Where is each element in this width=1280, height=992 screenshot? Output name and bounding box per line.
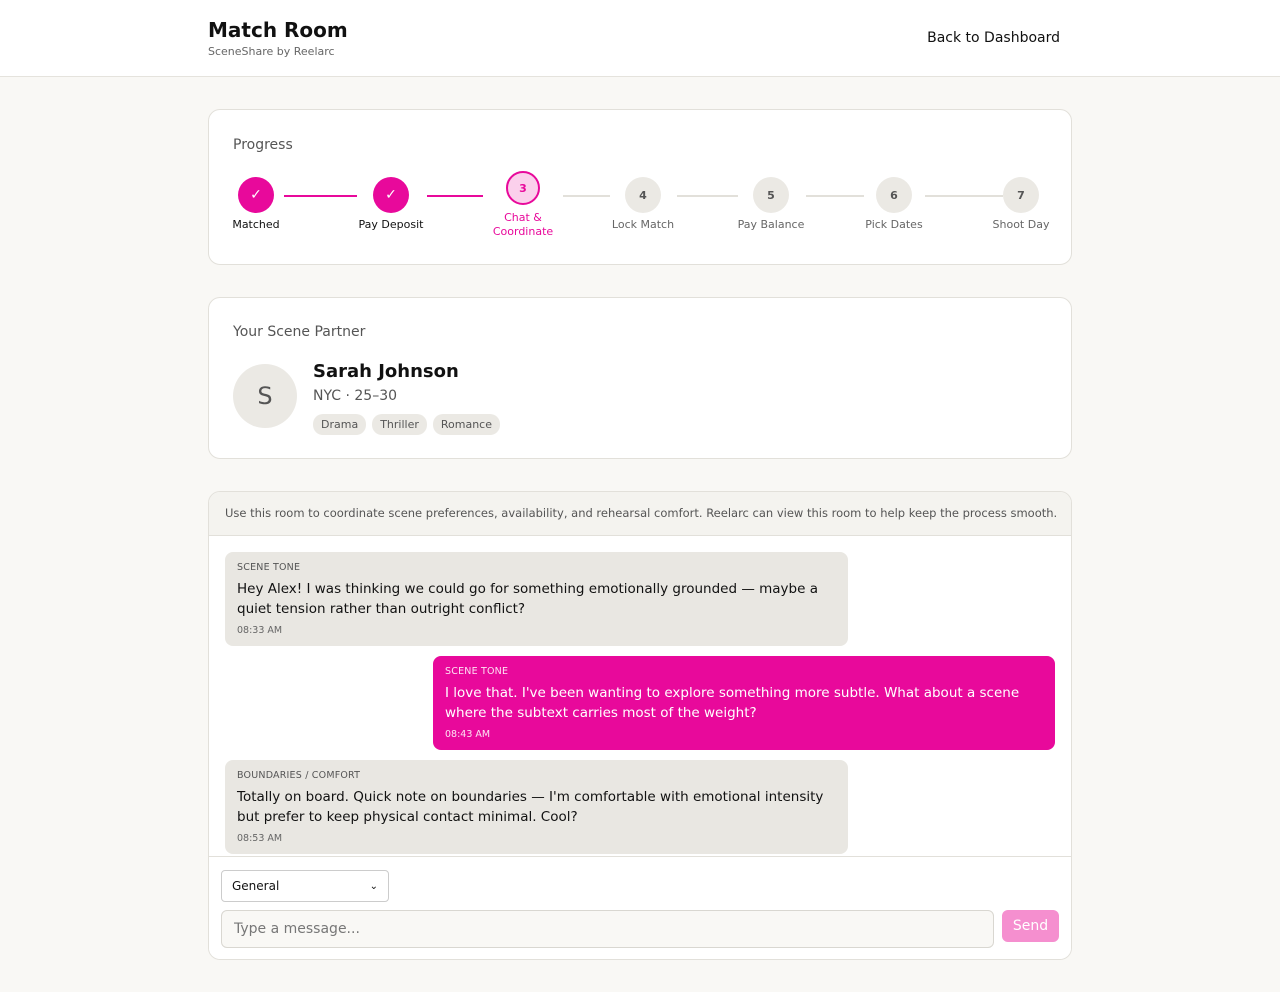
step-connector (563, 195, 610, 197)
step-1-label: Matched (232, 218, 280, 231)
step-7-label: Shoot Day (992, 218, 1050, 231)
step-5-number: 5 (753, 177, 789, 213)
avatar: S (233, 364, 297, 428)
step-4-number: 4 (625, 177, 661, 213)
message-time: 08:53 AM (237, 833, 283, 844)
step-3-label: Chat & Coordinate (492, 211, 554, 238)
message-input[interactable] (221, 910, 994, 948)
step-2-check-icon: ✓ (373, 177, 409, 213)
top-header (0, 0, 1280, 77)
partner-meta: NYC · 25–30 (313, 388, 398, 404)
message-text: Hey Alex! I was thinking we could go for something emotionally grounded — maybe a quiet tension rather than outright conflict? (237, 581, 818, 617)
genre-tag: Drama (313, 414, 366, 435)
step-connector (677, 195, 738, 197)
message-category: SCENE TONE (237, 562, 301, 573)
step-connector (284, 195, 357, 197)
chat-card (208, 491, 1072, 960)
chevron-down-icon: ⌄ (369, 880, 378, 892)
step-3-number: 3 (506, 171, 540, 205)
chat-message (433, 656, 1055, 750)
message-text: Totally on board. Quick note on boundaries — I'm comfortable with emotional intensity but prefer to keep physical contact minimal. Cool? (237, 789, 824, 825)
chat-message (225, 760, 848, 854)
send-button[interactable]: Send (1002, 910, 1059, 942)
step-connector (427, 195, 483, 197)
chat-notice: Use this room to coordinate scene preferences, availability, and rehearsal comfort. Reelarc can view this room to help keep the process smooth. (209, 492, 1071, 536)
genre-tag: Thriller (372, 414, 427, 435)
message-category: BOUNDARIES / COMFORT (237, 770, 361, 781)
step-connector (925, 195, 1003, 197)
message-text: I love that. I've been wanting to explore something more subtle. What about a scene where the subtext carries most of the weight? (445, 685, 1020, 721)
brand-subtitle: SceneShare by Reelarc (208, 45, 335, 58)
category-select[interactable] (221, 870, 389, 902)
step-7-number: 7 (1003, 177, 1039, 213)
category-select-value: General (232, 879, 280, 893)
message-category: SCENE TONE (445, 666, 509, 677)
genre-tag: Romance (433, 414, 500, 435)
genre-tags (313, 414, 500, 435)
step-4-label: Lock Match (611, 218, 675, 231)
step-1-check-icon: ✓ (238, 177, 274, 213)
progress-card (208, 109, 1072, 265)
message-time: 08:43 AM (445, 729, 491, 740)
scene-partner-card (208, 297, 1072, 459)
step-2-label: Pay Deposit (358, 218, 424, 231)
step-5-label: Pay Balance (737, 218, 805, 231)
message-composer (209, 856, 1071, 960)
progress-title: Progress (233, 137, 293, 153)
step-connector (806, 195, 864, 197)
chat-message (225, 552, 848, 646)
page-title: Match Room (208, 18, 348, 42)
message-time: 08:33 AM (237, 625, 283, 636)
step-6-number: 6 (876, 177, 912, 213)
back-to-dashboard-link[interactable]: Back to Dashboard (927, 30, 1060, 46)
partner-section-title: Your Scene Partner (233, 324, 366, 340)
partner-name: Sarah Johnson (313, 361, 459, 382)
step-6-label: Pick Dates (865, 218, 923, 231)
